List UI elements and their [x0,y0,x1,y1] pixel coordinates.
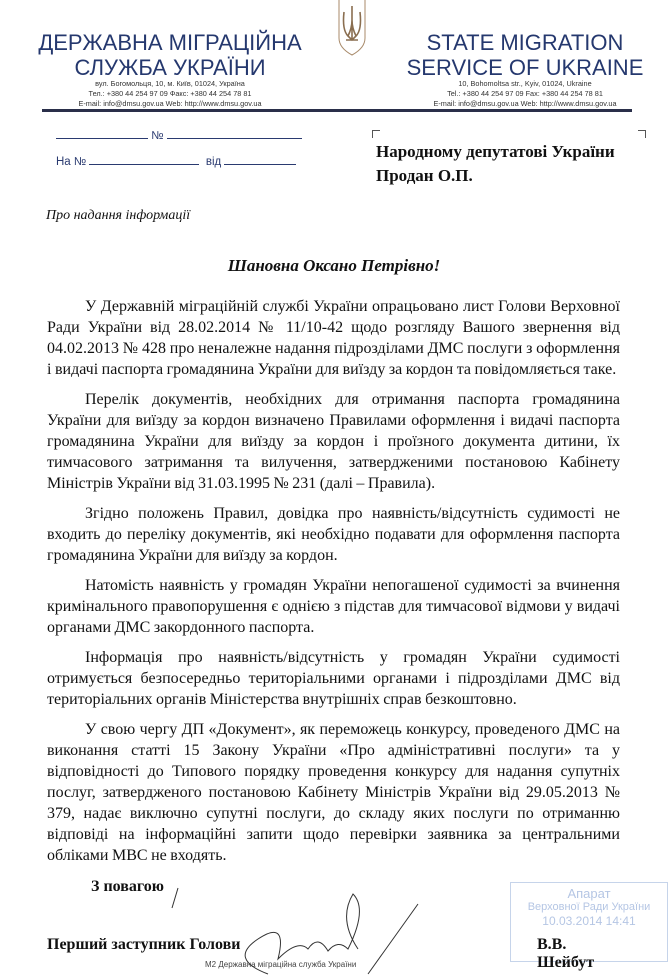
reply-number-line [56,153,296,168]
address-en [385,79,665,109]
org-name-ua-line2: СЛУЖБА УКРАЇНИ [74,55,266,80]
reply-number-blank [89,153,199,165]
address-corner-right [638,130,646,138]
org-name-en-line1: STATE MIGRATION [426,30,624,55]
org-name-ua-line1: ДЕРЖАВНА МІГРАЦІЙНА [38,30,302,55]
from-label: від [205,156,222,168]
email-ua-line: E-mail: info@dmsu.gov.ua Web: http://www.dmsu.gov.ua [78,99,262,108]
letter-body [47,296,620,866]
reply-date-blank [224,153,296,165]
number-label: № [151,130,164,142]
reply-label: На № [56,156,87,168]
paragraph: Інформація про наявність/відсутність у громадян України судимості отримується безпосередньо територіальними органами і підрозділами ДМС від територіальних органів Міністерства внутрішніх справ безкоштовно. [47,649,620,708]
address-corner-left [372,130,380,138]
org-name-en [385,30,665,80]
handwritten-signature [168,886,428,976]
paragraph: У Державній міграційній службі України опрацьовано лист Голови Верховної Ради України від 28.02.2014 № 11/10-42 щодо розгляду Вашого звернення від 04.02.2013 № 428 про неналежне надання підрозділами ДМС послуги з оформлення і видачі паспорта громадянина України для виїзду за кордон та повідомляється таке. [47,298,620,378]
stamp-line2: Верховної Ради України [527,901,651,913]
outgoing-number-line [56,127,302,142]
phone-ua-line: Тел.: +380 44 254 97 09 Факс: +380 44 254 78 81 [88,89,252,98]
org-name-ua [20,30,320,80]
signer-name: В.В. Шейбут [537,936,595,971]
email-en-line: E-mail: info@dmsu.gov.ua Web: http://www.dmsu.gov.ua [433,99,617,108]
letterhead-divider [42,109,632,112]
date-blank [56,127,148,139]
phone-en-line: Tel.: +380 44 254 97 09 Fax: +380 44 254 78 81 [447,89,603,98]
salutation: Шановна Оксано Петрівно! [227,256,441,275]
stamp-line1: Апарат [567,886,611,901]
closing: З повагою [91,878,164,895]
recipient-line2: Продан О.П. [376,166,473,185]
paragraph: Перелік документів, необхідних для отримання паспорта громадянина України для виїзду за кордон визначено Правилами оформлення і видачі паспорта громадянина України для виїзду за кордон і проїзного документа дитини, їх тимчасового затримання та вилучення, затвердженими постановою Кабінету Міністрів України від 31.03.1995 № 231 (далі – Правила). [47,391,620,492]
subject: Про надання інформації [46,208,191,223]
address-en-line: 10, Bohomoltsa str., Kyiv, 01024, Ukraine [458,79,592,88]
letter-content [47,296,651,971]
paragraph: Згідно положень Правил, довідка про наявність/відсутність судимості не входить до переліку документів, які необхідно подавати для оформлення паспорта громадянина України для виїзду за кордон. [47,505,620,564]
stamp-date: 10.03.2014 14:41 [542,914,636,928]
paragraph: Натомість наявність у громадян України непогашеної судимості за вчинення кримінального правопорушення є однією з підстав для тимчасової відмови у видачі органами ДМС закордонного паспорта. [47,577,620,636]
document-control-stamp: М2 Державна міграційна служба України [205,960,357,969]
coat-of-arms-trident-icon [338,0,366,56]
signer-title: Перший заступник Голови [47,936,241,953]
recipient [376,140,615,188]
number-blank [167,127,302,139]
recipient-line1: Народному депутатові України [376,142,615,161]
address-ua-line: вул. Богомольця, 10, м. Київ, 01024, Україна [95,79,245,88]
paragraph: У свою чергу ДП «Документ», як переможець конкурсу, проведеного ДМС на виконання статті 15 Закону України «Про адміністративні послуги» та у відповідності до Типового порядку проведення конкурсу для надання супутніх послуг, затвердженого постановою Кабінету Міністрів України від 29.05.2013 № 379, надає виключно супутні послуги, до складу яких послуги по отриманню відповіді на інформаційні запити щодо перевірки заявника за центральними обліками МВС не входять. [47,721,620,864]
org-name-en-line2: SERVICE OF UKRAINE [406,55,644,80]
address-ua [20,79,320,109]
